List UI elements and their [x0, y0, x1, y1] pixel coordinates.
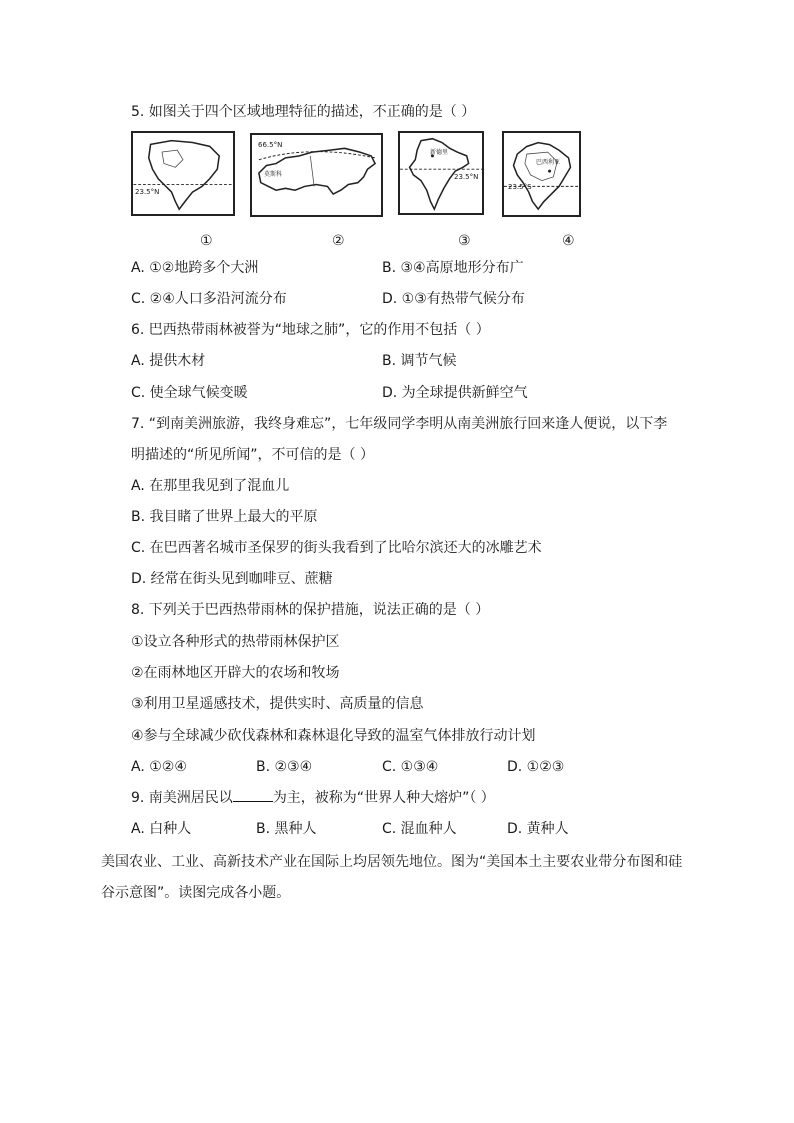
q6-option-b: B. 调节气候	[382, 353, 457, 369]
q5-stem: 5. 如图关于四个区域地理特征的描述，不正确的是（ ）	[131, 104, 476, 120]
q7-option-a: A. 在那里我见到了混血儿	[131, 478, 290, 494]
map-1-label: ①	[200, 233, 213, 249]
q7-stem-line1: 7. “到南美洲旅游，我终身难忘”，七年级同学李明从南美洲旅行回来逢人便说，以下李	[131, 416, 668, 432]
q9-option-a: A. 白种人	[131, 821, 192, 837]
q5-option-b: B. ③④高原地形分布广	[382, 260, 524, 276]
q8-item-4: ④参与全球减少砍伐森林和森林退化导致的温室气体排放行动计划	[131, 728, 536, 744]
map-4-place: 巴西利亚	[536, 159, 561, 166]
q9-stem-post: 为主，被称为“世界人种大熔炉”（ ）	[272, 790, 495, 806]
map-2-place: 莫斯科	[264, 171, 283, 178]
q8-item-1: ①设立各种形式的热带雨林保护区	[131, 634, 340, 650]
map-4-shape	[504, 133, 579, 215]
q8-item-2: ②在雨林地区开辟大的农场和牧场	[131, 665, 340, 681]
map-1	[131, 131, 235, 216]
map-1-shape	[133, 133, 233, 214]
q9-option-c: C. 混血种人	[382, 821, 457, 837]
map-4-lat: 23.5°S	[508, 183, 532, 191]
q6-stem: 6. 巴西热带雨林被誉为“地球之肺”，它的作用不包括（ ）	[131, 322, 490, 338]
q7-option-b: B. 我目睹了世界上最大的平原	[131, 509, 318, 525]
map-4-label: ④	[562, 233, 575, 249]
map-3-lat: 23.5°N	[454, 173, 479, 181]
q7-stem-line2: 明描述的“所见所闻”，不可信的是（ ）	[131, 447, 374, 463]
map-3-label: ③	[458, 233, 471, 249]
map-2	[250, 133, 383, 217]
map-3	[398, 131, 484, 215]
map-2-label: ②	[332, 233, 345, 249]
map-1-lat: 23.5°N	[135, 188, 160, 196]
map-3-place: 新德里	[430, 149, 449, 156]
q9-stem-pre: 9. 南美洲居民以	[131, 790, 233, 806]
passage-line2: 谷示意图”。读图完成各小题。	[101, 885, 291, 901]
q8-stem: 8. 下列关于巴西热带雨林的保护措施，说法正确的是（ ）	[131, 602, 490, 618]
q8-option-d: D. ①②③	[507, 759, 565, 775]
map-2-lat: 66.5°N	[258, 141, 283, 149]
q7-option-d: D. 经常在街头见到咖啡豆、蔗糖	[131, 571, 333, 587]
q8-option-b: B. ②③④	[256, 759, 313, 775]
q5-option-d: D. ①③有热带气候分布	[382, 291, 525, 307]
map-4	[502, 131, 581, 217]
q6-option-d: D. 为全球提供新鲜空气	[382, 385, 528, 401]
q9-blank	[233, 789, 273, 802]
q8-option-c: C. ①③④	[382, 759, 439, 775]
q6-option-c: C. 使全球气候变暖	[131, 385, 248, 401]
q7-option-c: C. 在巴西著名城市圣保罗的街头我看到了比哈尔滨还大的冰雕艺术	[131, 540, 542, 556]
q5-option-c: C. ②④人口多沿河流分布	[131, 291, 287, 307]
q9-option-b: B. 黑种人	[256, 821, 317, 837]
q6-option-a: A. 提供木材	[131, 353, 206, 369]
q9-option-d: D. 黄种人	[507, 821, 569, 837]
q9-stem	[131, 789, 495, 807]
q8-option-a: A. ①②④	[131, 759, 187, 775]
q5-option-a: A. ①②地跨多个大洲	[131, 260, 259, 276]
q8-item-3: ③利用卫星遥感技术，提供实时、高质量的信息	[131, 696, 424, 712]
passage-line1: 美国农业、工业、高新技术产业在国际上均居领先地位。图为“美国本土主要农业带分布图和硅	[101, 854, 683, 870]
